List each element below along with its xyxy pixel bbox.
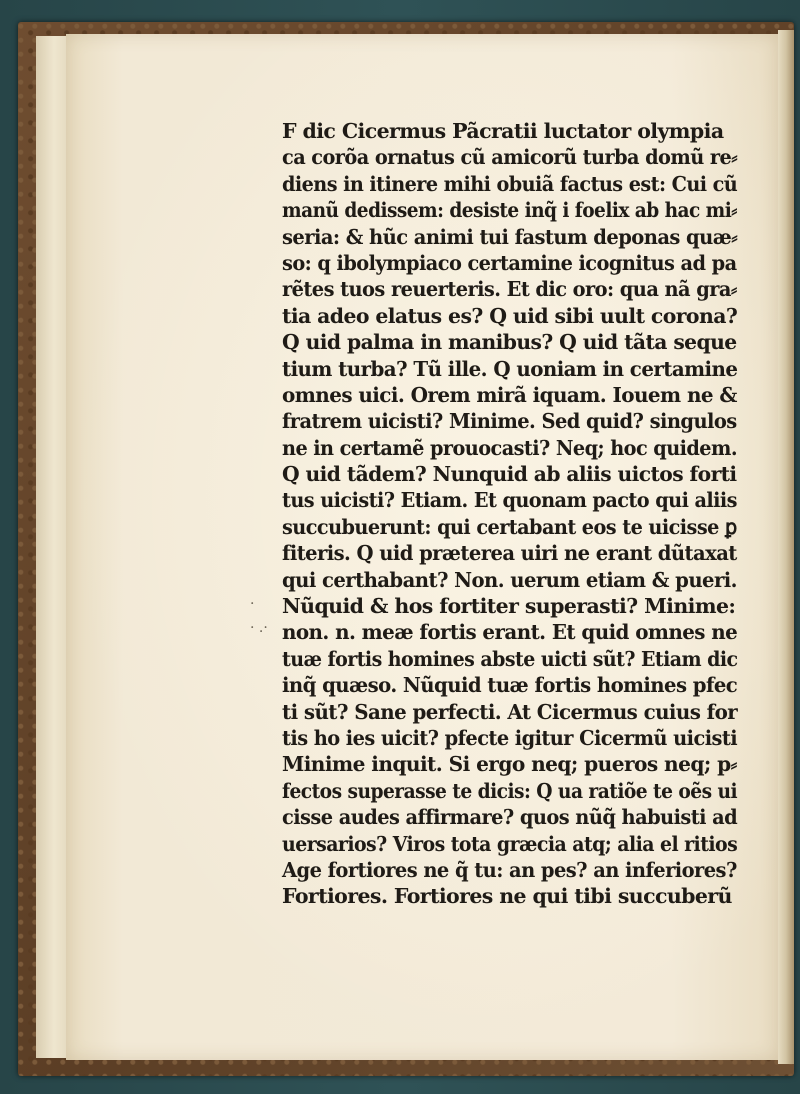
text-line: ne in certamẽ prouocasti? Neq; hoc quidem. (282, 435, 737, 460)
text-line: Fortiores. Fortiores ne qui tibi succuberũ (282, 884, 732, 909)
text-line: ca corõa ornatus cũ amicorũ turba domũ re⸗ (282, 145, 738, 170)
page-text-block (282, 118, 742, 910)
text-line: tis ho ies uicit? pfecte igitur Cicermũ uicisti (282, 725, 738, 750)
text-line: Nũquid & hos fortiter superasti? Minime: (282, 594, 736, 619)
text-line: Q uid tãdem? Nunquid ab aliis uictos forti (282, 462, 737, 487)
text-line: cisse audes affirmare? quos nũq̃ habuisti ad (282, 805, 738, 830)
text-line: qui certhabant? Non. uerum etiam & pueri. (282, 567, 737, 592)
text-line: succubuerunt: qui certabant eos te uicisse ꝑ (282, 514, 737, 539)
text-line: diens in itinere mihi obuiã factus est: Cui cũ (282, 171, 738, 196)
text-line: seria: & hũc animi tui fastum deponas quæ⸗ (282, 224, 738, 249)
text-line: Age fortiores ne q̃ tu: an pes? an inferiores? (282, 857, 737, 882)
text-line: tuæ fortis homines abste uicti sũt? Etiam dic (282, 646, 738, 671)
text-line: tia adeo elatus es? Q uid sibi uult corona? (282, 303, 738, 328)
text-line: Q uid palma in manibus? Q uid tãta seque (282, 330, 737, 355)
text-line: uersarios? Viros tota græcia atq; alia el ritios (282, 831, 738, 856)
page-stack-edge (36, 36, 67, 1058)
text-line: fiteris. Q uid præterea uiri ne erant dũtaxat (282, 541, 737, 566)
text-line: fratrem uicisti? Minime. Sed quid? singulos (282, 409, 737, 434)
text-line: inq̃ quæso. Nũquid tuæ fortis homines pfec (282, 673, 738, 698)
text-line: Minime inquit. Si ergo neq; pueros neq; p⸗ (282, 752, 737, 777)
marginal-mark: · .· (250, 620, 268, 636)
text-line: tium turba? Tũ ille. Q uoniam in certamine (282, 356, 738, 381)
text-line: omnes uici. Orem mirã iquam. Iouem ne & (282, 382, 737, 407)
text-line: tus uicisti? Etiam. Et quonam pacto qui aliis (282, 488, 737, 513)
text-line: rẽtes tuos reuerteris. Et dic oro: qua nã gra⸗ (282, 277, 737, 302)
text-line: manũ dedissem: desiste inq̃ i foelix ab hac mi⸗ (282, 198, 737, 223)
text-line: F dic Cicermus Pãcratii luctator olympia (282, 119, 724, 143)
text-line: non. n. meæ fortis erant. Et quid omnes ne (282, 620, 738, 645)
text-line: ti sũt? Sane perfecti. At Cicermus cuius for (282, 699, 738, 724)
text-line: so: q ibolympiaco certamine icognitus ad pa (282, 250, 737, 275)
book-gutter (778, 30, 794, 1064)
text-line: fectos superasse te dicis: Q ua ratiõe te oẽs ui (282, 778, 738, 803)
marginal-mark: · (250, 596, 255, 612)
